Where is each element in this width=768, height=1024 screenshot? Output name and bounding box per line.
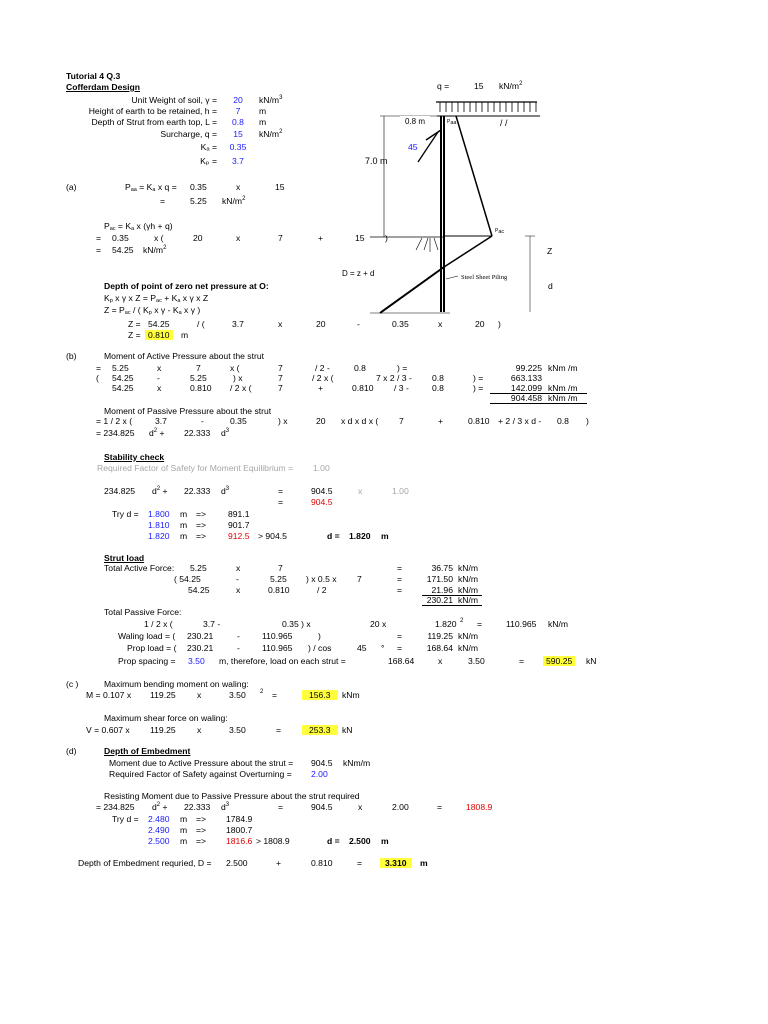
rr-c5: 904.5 <box>311 802 333 812</box>
q-unit: $kN/m^2$ <box>499 81 523 91</box>
pac-row1-eq: = <box>96 233 102 243</box>
am-r3-c8: / 3 - <box>394 383 409 393</box>
pac-row1-op: x ( <box>154 233 164 243</box>
pl-c2: - <box>237 643 240 653</box>
input-unit-h: m <box>259 106 267 116</box>
d-dim-label: d <box>548 281 553 291</box>
pac-row1-gamma: 20 <box>193 233 203 243</box>
embed-d-unit: m <box>381 836 389 846</box>
etry3-unit: m <box>180 836 188 846</box>
pm-r1-c7: 7 <box>399 416 404 426</box>
ta-r3-c0: 54.25 <box>188 585 210 595</box>
am-r1-c0: = <box>96 363 102 373</box>
ta-r3-value: 21.96 <box>431 585 453 595</box>
etry3-compare: > 1808.9 <box>256 836 290 846</box>
input-label-kp: Kₚ = <box>200 156 217 166</box>
ta-r1-c1: x <box>236 563 241 573</box>
ta-r3-c5: = <box>397 585 403 595</box>
final-d: 2.500 <box>226 858 248 868</box>
final-plus: + <box>276 858 282 868</box>
etry2-d: 2.490 <box>148 825 170 835</box>
etry1-d: 2.480 <box>148 814 170 824</box>
pl-c4: ) / cos <box>308 643 332 653</box>
am-r3-c1: 54.25 <box>112 383 134 393</box>
pac-row1-close: ) <box>385 233 388 243</box>
pm-r2-c3: $d^3$ <box>221 428 230 438</box>
sc-r1-c4: = <box>278 486 284 496</box>
active-moment-title: Moment of Active Pressure about the strut <box>104 351 265 361</box>
try3-unit: m <box>180 531 188 541</box>
input-value-gamma: 20 <box>233 95 243 105</box>
ps-c1: 3.50 <box>188 656 205 666</box>
ta-total-value: 230.21 <box>426 595 453 605</box>
am-r3-c4: / 2 x ( <box>230 383 252 393</box>
final-eq: = <box>357 858 363 868</box>
am-r1-unit: kNm /m <box>548 363 578 373</box>
pm-r1-c12: ) <box>586 416 589 426</box>
paa-equation: $P_{aa} = K_a$ x q = <box>125 182 177 193</box>
active-total-unit: kNm /m <box>548 393 578 403</box>
etry1-unit: m <box>180 814 188 824</box>
am-r2-c7: 7 x 2 / 3 - <box>376 373 412 383</box>
wl-c4: ) <box>318 631 321 641</box>
paa-eq2: = <box>160 196 166 206</box>
angle-label: 45 <box>408 142 418 152</box>
pm-r2-c1: $d^2$ + <box>149 428 165 438</box>
sf-result: 253.3 <box>302 725 338 735</box>
pl-c1: 230.21 <box>187 643 214 653</box>
am-r1-c1: 5.25 <box>112 363 129 373</box>
bm-c2: x <box>197 690 202 700</box>
total-active-label: Total Active Force: <box>104 563 175 573</box>
zero-eq2: $Z = P_{ac}$ / ( $K_p$ x γ - $K_a$ x γ ) <box>104 305 201 316</box>
part-b-label: (b) <box>66 351 77 361</box>
am-r1-c5: 7 <box>278 363 283 373</box>
ta-r3-c2: 0.810 <box>268 585 290 595</box>
am-r2-c9: ) = <box>473 373 484 383</box>
q-label: q = <box>437 81 450 91</box>
input-value-h: 7 <box>235 106 241 116</box>
pac-row2-unit: $kN/m^2$ <box>143 245 167 255</box>
embed-fos-value: 2.00 <box>311 769 328 779</box>
tp-c2: 0.35 ) x <box>282 619 311 629</box>
zero-row-x2: x <box>438 319 443 329</box>
input-unit-gamma: $kN/m^3$ <box>259 95 283 105</box>
pm-r1-c4: ) x <box>278 416 288 426</box>
ps-c0: Prop spacing = <box>118 656 176 666</box>
tp-c5: 2 <box>460 618 464 624</box>
zero-row-g2: 20 <box>475 319 485 329</box>
ta-r2-c0: ( 54.25 <box>174 574 201 584</box>
ps-c4: x <box>438 656 443 666</box>
am-r2-c8: 0.8 <box>432 373 444 383</box>
active-total-underline <box>490 403 587 404</box>
paa-unit: $kN/m^2$ <box>222 196 246 206</box>
bm-c4: 2 <box>260 689 264 695</box>
doc-subtitle: Cofferdam Design <box>66 82 141 92</box>
try2-unit: m <box>180 520 188 530</box>
final-D-label: Depth of Embedment requried, D = <box>78 858 212 868</box>
pac-row1-plus: + <box>318 233 324 243</box>
paa-label: $P_{aa}$ <box>447 119 457 126</box>
ta-r3-c1: x <box>236 585 241 595</box>
input-label-h: Height of earth to be retained, h = <box>88 106 217 116</box>
am-r2-c2: - <box>157 373 160 383</box>
bm-c3: 3.50 <box>229 690 246 700</box>
stability-required-value: 1.00 <box>313 463 330 473</box>
zero-row-x1: x <box>278 319 283 329</box>
height-label: 7.0 m <box>365 156 388 166</box>
svg-text:/ /: / / <box>500 118 508 128</box>
am-r3-unit: kNm /m <box>548 383 578 393</box>
am-r1-c7: 0.8 <box>354 363 366 373</box>
bm-title: Maximum bending moment on waling: <box>104 679 249 689</box>
am-r3-c2: x <box>157 383 162 393</box>
total-passive-label: Total Passive Force: <box>104 607 182 617</box>
pm-r1-c0: = 1 / 2 x ( <box>96 416 133 426</box>
paa-x: x <box>236 182 241 192</box>
input-value-q: 15 <box>233 129 243 139</box>
rr-c2: 22.333 <box>184 802 211 812</box>
ps-c5: 3.50 <box>468 656 485 666</box>
zero-pressure-title: Depth of point of zero net pressure at O: <box>104 281 269 291</box>
zero-row-ka: 0.35 <box>392 319 409 329</box>
wl-c1: 230.21 <box>187 631 214 641</box>
pm-r1-c2: - <box>201 416 204 426</box>
sf-unit: kN <box>342 725 353 735</box>
zero-eq1: $K_p$ x γ x $Z = P_{ac} + K_a$ x γ x Z <box>104 293 209 304</box>
etry3-value: 1816.6 <box>226 836 253 846</box>
cofferdam-sketch <box>340 80 570 320</box>
ta-r2-unit: kN/m <box>458 574 479 584</box>
doc-title: Tutorial 4 Q.3 <box>66 71 121 81</box>
embedment-title: Depth of Embedment <box>104 746 191 756</box>
pl-c0: Prop load = ( <box>127 643 177 653</box>
bm-result: 156.3 <box>302 690 338 700</box>
input-unit-l: m <box>259 117 267 127</box>
rr-c4: = <box>278 802 284 812</box>
bm-c5: = <box>272 690 278 700</box>
pl-c7: = <box>397 643 403 653</box>
am-r3-c9: 0.8 <box>432 383 444 393</box>
rr-value: 1808.9 <box>466 802 493 812</box>
sc-r1-c0: 234.825 <box>104 486 136 496</box>
pm-r2-c0: = 234.825 <box>96 428 135 438</box>
am-r3-c7: 0.810 <box>352 383 374 393</box>
pm-r1-c11: 0.8 <box>557 416 569 426</box>
embed-d-label: d = <box>327 836 340 846</box>
zero-row-div: / ( <box>197 319 205 329</box>
am-r2-c1: 54.25 <box>112 373 134 383</box>
sf-c4: = <box>276 725 282 735</box>
am-r3-c3: 0.810 <box>190 383 212 393</box>
try1-value: 891.1 <box>228 509 250 519</box>
sc-r1-c6: x <box>358 486 363 496</box>
sf-c1: 119.25 <box>150 725 176 735</box>
sc-r1-c5: 904.5 <box>311 486 333 496</box>
embed-moment-label: Moment due to Active Pressure about the strut = <box>109 758 294 768</box>
wl-c0: Waling load = ( <box>118 631 176 641</box>
sc-r1-c3: $d^3$ <box>221 486 230 496</box>
ta-total-underline <box>422 605 482 606</box>
strut-depth-label: 0.8 m <box>405 117 426 126</box>
z-result-value: 0.810 <box>145 330 173 340</box>
z-result-unit: m <box>181 330 189 340</box>
am-r2-c3: 5.25 <box>190 373 207 383</box>
rr-c7: 2.00 <box>392 802 409 812</box>
am-r1-value: 99.225 <box>515 363 542 373</box>
strut-load-result: 590.25 <box>543 656 575 666</box>
pac-row1-k: 0.35 <box>112 233 129 243</box>
wl-c3: 110.965 <box>262 631 293 641</box>
zero-row-pac: 54.25 <box>148 319 170 329</box>
part-a-label: (a) <box>66 182 77 192</box>
bm-c1: 119.25 <box>150 690 176 700</box>
try3-arrow: => <box>196 531 207 541</box>
ta-r1-unit: kN/m <box>458 563 479 573</box>
ta-r1-c2: 7 <box>278 563 283 573</box>
pl-value: 168.64 <box>426 643 453 653</box>
am-r2-value: 663.133 <box>510 373 542 383</box>
part-c-label: (c ) <box>66 679 79 689</box>
sc-r1-c2: 22.333 <box>184 486 211 496</box>
input-label-ka: Kₐ = <box>200 142 217 152</box>
sf-c2: x <box>197 725 202 735</box>
wl-c2: - <box>237 631 240 641</box>
zero-row-close: ) <box>498 319 501 329</box>
embed-d-value: 2.500 <box>349 836 371 846</box>
ps-c3: 168.64 <box>388 656 415 666</box>
paa-k: 0.35 <box>190 182 207 192</box>
ta-r1-value: 36.75 <box>431 563 453 573</box>
d-result-value: 1.820 <box>349 531 371 541</box>
etry3-arrow: => <box>196 836 207 846</box>
z-dim-label: Z <box>547 246 553 256</box>
rr-c3: $d^3$ <box>221 802 230 812</box>
ta-r2-c1: - <box>236 574 239 584</box>
input-label-l: Depth of Strut from earth top, L = <box>91 117 217 127</box>
pm-r2-c2: 22.333 <box>184 428 211 438</box>
rr-c1: $d^2$ + <box>152 802 168 812</box>
sf-c3: 3.50 <box>229 725 246 735</box>
try2-arrow: => <box>196 520 207 530</box>
ta-r2-c3: ) x 0.5 x <box>306 574 337 584</box>
z-result-label: Z = <box>128 330 141 340</box>
strut-load-unit: kN <box>586 656 597 666</box>
sheet-piling-label: Steel Sheet Piling <box>461 274 508 281</box>
try-d-label: Try d = <box>112 509 139 519</box>
etry2-unit: m <box>180 825 188 835</box>
am-r3-value: 142.099 <box>510 383 542 393</box>
am-r1-c6: / 2 - <box>315 363 330 373</box>
wl-c5: = <box>397 631 403 641</box>
bm-c0: M = 0.107 x <box>86 690 132 700</box>
sc-r2-c1: 904.5 <box>311 497 333 507</box>
pl-c5: 45 <box>357 643 367 653</box>
embed-moment-value: 904.5 <box>311 758 333 768</box>
tp-c1: 3.7 - <box>203 619 221 629</box>
zero-row-minus: - <box>357 319 360 329</box>
input-value-ka: 0.35 <box>229 142 247 152</box>
tp-value: 110.965 <box>506 619 537 629</box>
ps-c2: m, therefore, load on each strut = <box>219 656 346 666</box>
sf-c0: V = 0.607 x <box>86 725 130 735</box>
zero-row-g1: 20 <box>316 319 326 329</box>
passive-moment-title: Moment of Passive Pressure about the strut <box>104 406 272 416</box>
input-label-q: Surcharge, q = <box>160 129 217 139</box>
pac-row1-q: 15 <box>355 233 365 243</box>
pm-r1-c9: 0.810 <box>468 416 490 426</box>
pac-row2-value: 54.25 <box>112 245 134 255</box>
sf-title: Maximum shear force on waling: <box>104 713 228 723</box>
input-value-l: 0.8 <box>232 117 244 127</box>
pac-row1-x: x <box>236 233 241 243</box>
ta-r2-c2: 5.25 <box>270 574 287 584</box>
ta-r3-unit: kN/m <box>458 585 479 595</box>
d-result-unit: m <box>381 531 389 541</box>
part-d-label: (d) <box>66 746 77 756</box>
pm-r1-c6: x d x d x ( <box>341 416 379 426</box>
pl-c6: ° <box>381 643 385 653</box>
try3-value: 912.5 <box>228 531 250 541</box>
etry3-d: 2.500 <box>148 836 170 846</box>
try3-d: 1.820 <box>148 531 170 541</box>
paa-result: 5.25 <box>190 196 207 206</box>
pac-equation: $P_{ac} = K_a$ x (γh + q) <box>104 221 173 232</box>
d-result-label: d = <box>327 531 340 541</box>
etry-d-label: Try d = <box>112 814 139 824</box>
am-r2-c0: ( <box>96 373 99 383</box>
pac-row1-h: 7 <box>278 233 283 243</box>
am-r2-c6: / 2 x ( <box>312 373 334 383</box>
pm-r1-c1: 3.7 <box>155 416 167 426</box>
final-z: 0.810 <box>311 858 333 868</box>
am-r2-c5: 7 <box>278 373 283 383</box>
etry1-arrow: => <box>196 814 207 824</box>
tp-c0: 1 / 2 x ( <box>144 619 173 629</box>
rr-c0: = 234.825 <box>96 802 135 812</box>
stability-title: Stability check <box>104 452 165 462</box>
pm-r1-c5: 20 <box>316 416 326 426</box>
pac-row2-eq: = <box>96 245 102 255</box>
wl-value: 119.25 <box>427 631 453 641</box>
resist-title: Resisting Moment due to Passive Pressure about the strut required <box>104 791 360 801</box>
pm-r1-c10: + 2 / 3 x d - <box>498 416 542 426</box>
D-eq-label: D = z + d <box>342 269 375 278</box>
am-r3-c6: + <box>318 383 324 393</box>
cofferdam-diagram <box>340 80 570 322</box>
tp-c6: = <box>477 619 483 629</box>
zero-row-z: Z = <box>128 319 141 329</box>
rr-c8: = <box>437 802 443 812</box>
pm-r1-c8: + <box>438 416 444 426</box>
ta-r2-c4: 7 <box>357 574 362 584</box>
try2-d: 1.810 <box>148 520 170 530</box>
tp-unit: kN/m <box>548 619 569 629</box>
rr-c6: x <box>358 802 363 812</box>
ta-total-unit: kN/m <box>458 595 479 605</box>
bm-unit: kNm <box>342 690 360 700</box>
pac-label: $P_{ac}$ <box>495 228 505 235</box>
active-total-value: 904.458 <box>510 393 542 403</box>
pm-r1-c3: 0.35 <box>230 416 247 426</box>
am-r1-c4: x ( <box>230 363 240 373</box>
pl-unit: kN/m <box>458 643 479 653</box>
try2-value: 901.7 <box>228 520 250 530</box>
input-label-gamma: Unit Weight of soil, γ = <box>131 95 217 105</box>
try1-unit: m <box>180 509 188 519</box>
paa-q: 15 <box>275 182 285 192</box>
ta-r2-c5: = <box>397 574 403 584</box>
am-r2-c4: ) x <box>233 373 243 383</box>
tp-c4: 1.820 <box>435 619 457 629</box>
etry2-value: 1800.7 <box>226 825 253 835</box>
input-value-kp: 3.7 <box>232 156 244 166</box>
ta-r1-c0: 5.25 <box>190 563 207 573</box>
ta-r3-c3: / 2 <box>317 585 327 595</box>
ta-r2-value: 171.50 <box>426 574 453 584</box>
am-r1-c2: x <box>157 363 162 373</box>
am-r1-c8: ) = <box>397 363 408 373</box>
am-r1-c3: 7 <box>196 363 201 373</box>
pl-c3: 110.965 <box>262 643 293 653</box>
embed-moment-unit: kNm/m <box>343 758 371 768</box>
try1-arrow: => <box>196 509 207 519</box>
strut-load-title: Strut load <box>104 553 145 563</box>
etry1-value: 1784.9 <box>226 814 253 824</box>
ta-r1-c5: = <box>397 563 403 573</box>
sc-r1-c1: $d^2$ + <box>152 486 168 496</box>
try3-compare: > 904.5 <box>258 531 287 541</box>
sc-r1-c7: 1.00 <box>392 486 409 496</box>
tp-c3: 20 x <box>370 619 387 629</box>
wl-unit: kN/m <box>458 631 479 641</box>
am-r3-c10: ) = <box>473 383 484 393</box>
final-D-unit: m <box>420 858 428 868</box>
input-unit-q: $kN/m^2$ <box>259 129 283 139</box>
try1-d: 1.800 <box>148 509 170 519</box>
etry2-arrow: => <box>196 825 207 835</box>
sc-r2-c0: = <box>278 497 284 507</box>
stability-required-label: Required Factor of Safety for Moment Equilibrium = <box>97 463 294 473</box>
embed-fos-label: Required Factor of Safety against Overturning = <box>109 769 292 779</box>
q-value: 15 <box>474 81 484 91</box>
zero-row-kp: 3.7 <box>232 319 244 329</box>
final-D-result: 3.310 <box>380 858 412 868</box>
am-r3-c5: 7 <box>278 383 283 393</box>
ps-c6: = <box>519 656 525 666</box>
